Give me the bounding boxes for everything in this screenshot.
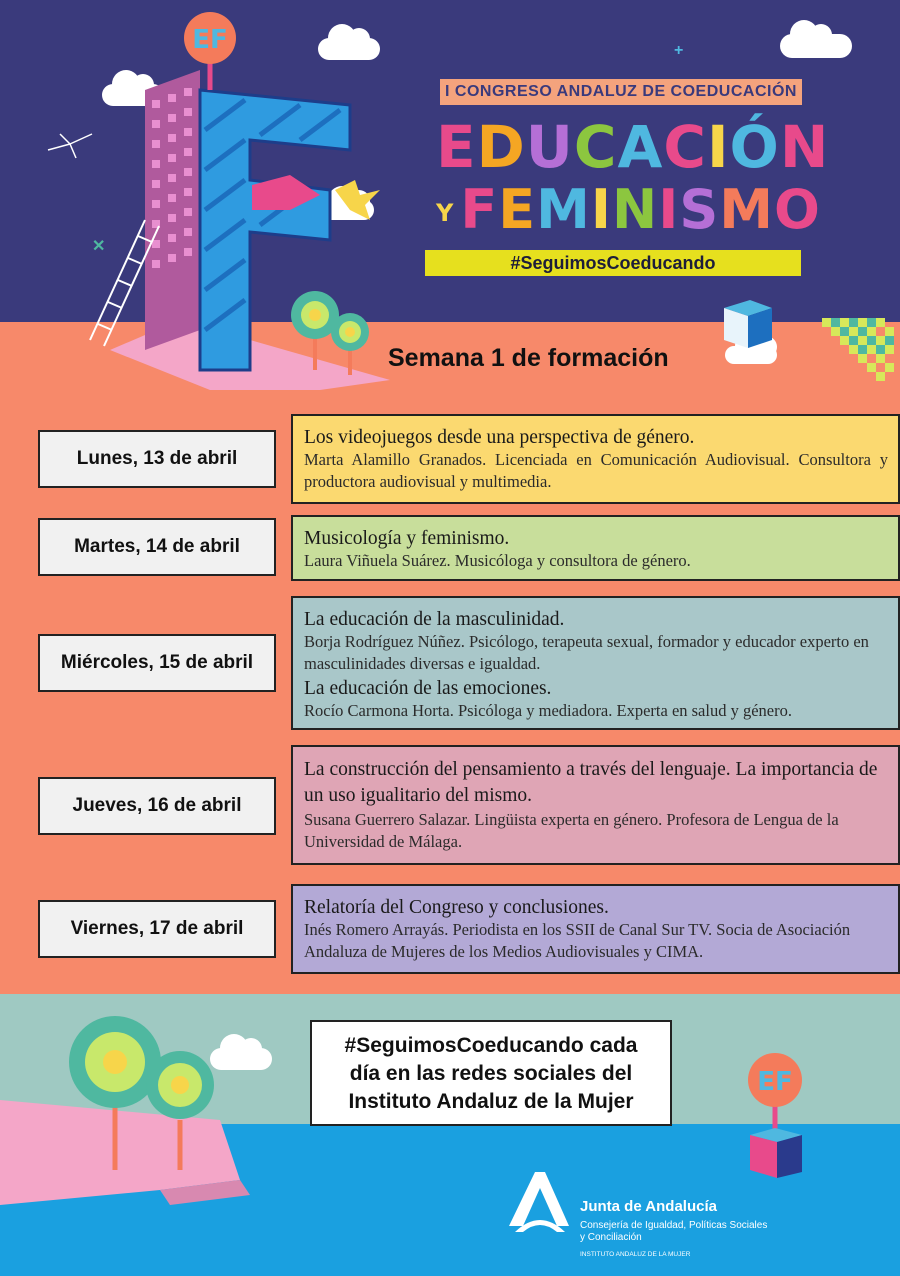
congress-banner: I CONGRESO ANDALUZ DE COEDUCACIÓN [440,79,802,105]
session-card-friday [291,884,900,974]
title-letter: C [663,113,707,181]
checker-decoration [822,318,900,388]
title-letter: A [617,113,664,181]
title-letter: S [679,178,720,241]
junta-name: Junta de Andalucía [580,1198,717,1215]
header-logo-text: EF [192,25,228,55]
session-title: Los videojuegos desde una perspectiva de género. [304,427,695,448]
session-card-tuesday [291,515,900,581]
title-y: Y [436,199,455,228]
session-title: Musicología y feminismo. [304,528,510,549]
session-speaker: Rocío Carmona Horta. Psicóloga y mediadora. Experta en salud y género. [304,701,792,720]
day-label-wednesday: Miércoles, 15 de abril [38,634,276,692]
title-letter: I [590,178,613,241]
footer-line: #SeguimosCoeducando cada [344,1034,638,1057]
title-feminismo [436,178,821,245]
footer-line: Instituto Andaluz de la Mujer [348,1090,634,1113]
title-letter: N [779,113,830,181]
session-speaker: Borja Rodríguez Núñez. Psicólogo, terapeuta sexual, formador y educador experto en masculinidades diversas e igualdad. [304,632,869,673]
trees-island-illustration [0,1010,330,1210]
session-speaker: Inés Romero Arrayás. Periodista en los SSII de Canal Sur TV. Socia de Asociación Andaluza de Mujeres de los Medios Audiovisuales y CIMA. [304,920,851,961]
title-educacion [436,112,829,182]
day-label-thursday: Jueves, 16 de abril [38,777,276,835]
footer-logo-cube [740,1050,810,1190]
building-f-illustration [60,10,400,400]
session-speaker: Laura Viñuela Suárez. Musicóloga y consultora de género. [304,551,691,570]
week-title: Semana 1 de formación [388,344,669,372]
session-card-wednesday [291,596,900,730]
session-card-monday [291,414,900,504]
title-letter: D [476,113,526,181]
title-letter: F [460,178,499,241]
footer-line: día en las redes sociales del [349,1062,633,1085]
junta-institute: INSTITUTO ANDALUZ DE LA MUJER [580,1251,691,1258]
header-hashtag[interactable]: #SeguimosCoeducando [425,250,801,276]
title-letter: I [658,178,680,241]
footer-logo-text: EF [757,1067,793,1097]
day-label-tuesday: Martes, 14 de abril [38,518,276,576]
title-letter: E [498,178,537,241]
session-title: La educación de las emociones. [304,678,552,699]
title-letter: I [706,113,730,181]
plus-icon: ✕ [92,238,106,255]
title-letter: N [612,178,659,241]
session-title: La educación de la masculinidad. [304,609,565,630]
title-letter: U [525,113,574,181]
cloud-icon [780,34,852,58]
session-speaker: Susana Guerrero Salazar. Lingüista experta en género. Profesora de Lengua de la Universidad de Málaga. [304,810,839,851]
title-letter: Ó [729,113,780,181]
title-letter: C [573,113,618,181]
footer-social-message [310,1020,672,1126]
title-letter: M [719,178,774,241]
plus-icon: + [674,42,684,59]
cube-decoration [720,296,776,352]
session-speaker: Marta Alamillo Granados. Licenciada en Comunicación Audiovisual. Consultora y productora audiovisual y multimedia. [304,450,888,491]
session-title: Relatoría del Congreso y conclusiones. [304,897,609,918]
session-card-thursday [291,745,900,865]
title-letter: O [773,178,821,241]
title-letter: E [436,113,477,181]
session-title: La construcción del pensamiento a través del lenguaje. La importancia de un uso igualitario del mismo. [304,759,878,806]
day-label-monday: Lunes, 13 de abril [38,430,276,488]
junta-department: Consejería de Igualdad, Políticas Sociales y Conciliación [580,1220,768,1243]
title-letter: M [536,178,591,241]
day-label-friday: Viernes, 17 de abril [38,900,276,958]
junta-andalucia-logo-icon [505,1170,571,1236]
sparkle-icon [46,130,96,160]
